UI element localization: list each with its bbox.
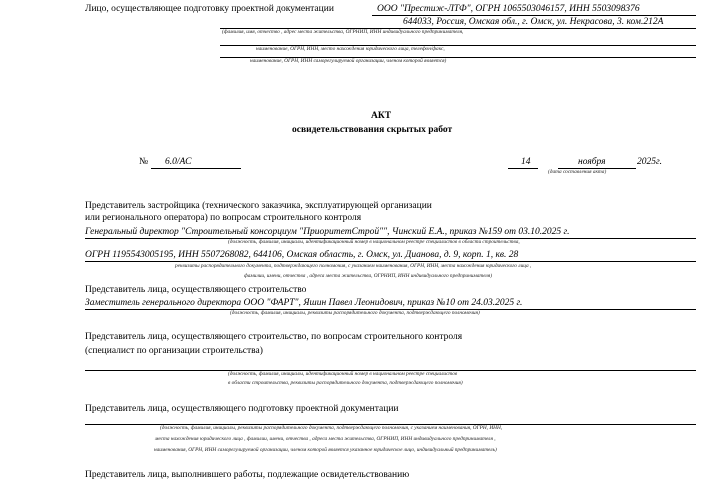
builder-hint: (должность, фамилия, инициалы, реквизиты распорядительного документа, подтверждающего полномочия) — [230, 310, 480, 316]
designer-org-value-line1: ООО "Престиж-ЛТФ", ОГРН 1065503046157, ИНН 5503098376 — [377, 4, 640, 14]
designer-org-label: Лицо, осуществляющее подготовку проектной документации — [85, 4, 334, 14]
designer-rep-hint2: места нахождения юридического лица , фамилии, имени, отчества , адреса места жительства, ОГРНИП, ИНН индивидуального предпринимателя , — [155, 436, 496, 442]
builder-label: Представитель лица, осуществляющего строительство — [85, 285, 307, 295]
developer-hint2: реквизиты распорядительного документа, подтверждающего полномочия, с указанием наименования, ОГРН, ИНН, места нахождения юридического лица , — [175, 263, 532, 269]
designer-org-hint1: (фамилия, имя, отчество , адрес места жительства, ОГРНИП, ИНН индивидуального предпринимателя, — [222, 29, 464, 35]
performer-label: Представитель лица, выполнившего работы, подлежащие освидетельствованию — [85, 470, 410, 480]
act-day-underline — [508, 168, 538, 169]
developer-value-line2: ОГРН 1195543005195, ИНН 5507268082, 644106, Омская область, г. Омск, ул. Дианова, д. 9, корп. 1, кв. 28 — [85, 250, 519, 260]
act-number-underline — [151, 168, 241, 169]
act-day: 14 — [521, 157, 531, 167]
designer-rep-label: Представитель лица, осуществляющего подготовку проектной документации — [85, 404, 399, 414]
act-year: 2025г. — [637, 157, 662, 167]
designer-org-underline1 — [372, 15, 696, 16]
designer-org-hint3: наименование, ОГРН, ИНН саморегулируемой организации, членом которой является) — [250, 58, 447, 64]
act-title: АКТ — [371, 111, 392, 121]
developer-underline2 — [85, 261, 696, 262]
act-subtitle: освидетельствования скрытых работ — [292, 125, 453, 135]
developer-hint3: фамилии, имени, отчества , адреса места жительства, ОГРНИП, ИНН индивидуального предпринимателя) — [244, 273, 492, 279]
designer-org-hint2: наименование, ОГРН, ИНН, место нахождения юридического лица, телефон/факс, — [256, 46, 445, 52]
builder-control-label-line1: Представитель лица, осуществляющего строительство, по вопросам строительного контроля — [85, 332, 463, 342]
designer-org-value-line2: 644033, Россия, Омская обл., г. Омск, ул. Некрасова, 3. ком.212А — [403, 17, 664, 27]
act-date-hint: (дата составления акта) — [548, 169, 607, 175]
designer-rep-hint3: наименования, ОГРН, ИНН саморегулируемой организации, членом которой является указанное юридическое лицо, индивидуальный предприниматель) — [154, 447, 497, 453]
act-number: 6.0/АС — [165, 157, 192, 167]
builder-control-label-line2: (специалист по организации строительства) — [85, 346, 263, 356]
act-month: ноября — [578, 157, 606, 167]
act-number-sign: № — [139, 157, 149, 167]
builder-control-hint1: (должность, фамилия, инициалы, идентификационный номер в национальном реестре специалистов — [228, 371, 458, 377]
developer-label-line1: Представитель застройщика (технического заказчика, эксплуатирующей организации — [85, 201, 432, 211]
developer-hint1: (должность, фамилия, инициалы, идентификационный номер в национальном реестре специалистов в области строительства, — [228, 239, 520, 245]
designer-rep-hint1: (должность, фамилия, инициалы, реквизиты распорядительного документа, подтверждающего полномочия, с указанием наименования, ОГРН, ИНН, — [160, 425, 503, 431]
developer-value-line1: Генеральный директор "Строительный консорциум "ПриоритетСтрой"", Чинский Е.А., приказ №159 от 03.10.2025 г. — [85, 227, 570, 237]
builder-value: Заместитель генерального директора ООО "ФАРТ", Яшин Павел Леонидович, приказ №10 от 24.03.2025 г. — [85, 298, 523, 308]
developer-label-line2: или регионального оператора) по вопросам строительного контроля — [85, 213, 362, 223]
builder-control-hint2: в области строительства, реквизиты распорядительного документа, подтверждающего полномочия) — [228, 380, 463, 386]
